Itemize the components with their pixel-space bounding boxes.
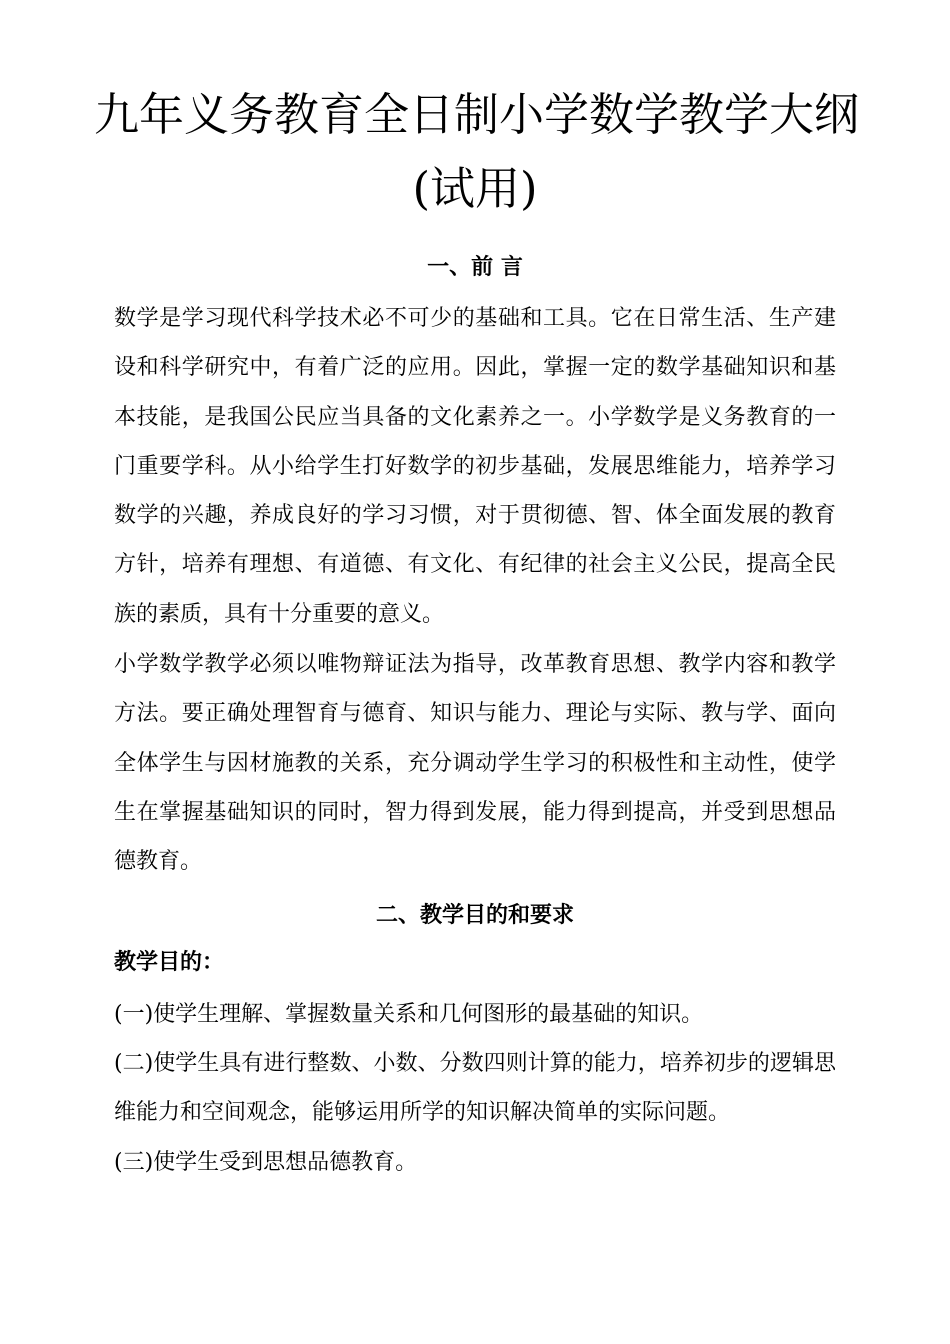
goal-item: (一)使学生理解、掌握数量关系和几何图形的最基础的知识。 — [114, 1002, 704, 1027]
document-title-line2: (试用) — [412, 162, 538, 215]
goal-item: (三)使学生受到思想品德教育。 — [114, 1150, 418, 1175]
preface-paragraph: 小学数学教学必须以唯物辩证法为指导，改革教育思想、教学内容和教学方法。要正确处理智育与德育、知识与能力、理论与实际、教与学、面向全体学生与因材施教的关系，充分调动学生学习的积极性和主动性，使学生在掌握基础知识的同时，智力得到发展，能力得到提高，并受到思想品德教育。 — [114, 652, 836, 875]
goal-item: (二)使学生具有进行整数、小数、分数四则计算的能力，培养初步的逻辑思维能力和空间观念，能够运用所学的知识解决简单的实际问题。 — [114, 1051, 836, 1126]
section-heading-preface: 一、前 言 — [427, 255, 523, 280]
goals-subheading: 教学目的： — [114, 950, 225, 975]
document-title-line1: 九年义务教育全日制小学数学教学大纲 — [94, 88, 860, 141]
section-heading-goals: 二、教学目的和要求 — [375, 903, 574, 928]
preface-paragraph: 数学是学习现代科学技术必不可少的基础和工具。它在日常生活、生产建设和科学研究中，有着广泛的应用。因此，掌握一定的数学基础知识和基本技能，是我国公民应当具备的文化素养之一。小学数学是义务教育的一门重要学科。从小给学生打好数学的初步基础，发展思维能力，培养学习数学的兴趣，养成良好的学习习惯，对于贯彻德、智、体全面发展的教育方针，培养有理想、有道德、有文化、有纪律的社会主义公民，提高全民族的素质，具有十分重要的意义。 — [114, 306, 836, 627]
